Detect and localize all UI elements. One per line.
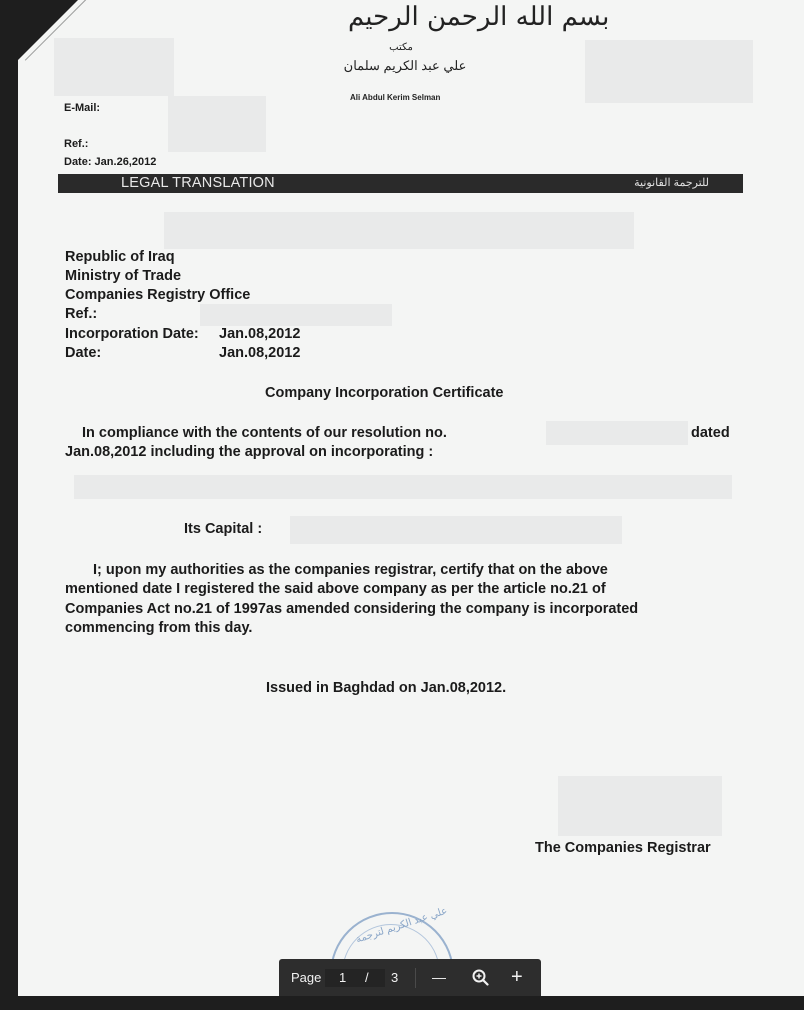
redacted-block [585, 40, 753, 103]
magnifier-icon [471, 959, 489, 996]
issuer-country: Republic of Iraq [65, 249, 175, 265]
issuer-ref-label: Ref.: [65, 306, 98, 322]
certify-line-3: Companies Act no.21 of 1997as amended considering the company is incorporated [65, 601, 639, 617]
capital-label: Its Capital : [184, 521, 263, 537]
issuer-office: Companies Registry Office [65, 287, 251, 303]
page-label: Page [291, 970, 322, 985]
stamp-text: علي عبد الكريم لترجمة [354, 905, 449, 946]
certify-line-2: mentioned date I registered the said above company as per the article no.21 of [65, 581, 606, 597]
redacted-block [546, 421, 688, 445]
certify-line-1: I; upon my authorities as the companies registrar, certify that on the above [93, 562, 608, 578]
total-pages: 3 [391, 970, 399, 985]
certificate-title: Company Incorporation Certificate [265, 385, 504, 401]
issued-line: Issued in Baghdad on Jan.08,2012. [266, 680, 507, 696]
redacted-block [290, 516, 622, 544]
date-label: Date: [65, 345, 102, 361]
incorporation-date-label: Incorporation Date: [65, 326, 199, 342]
toolbar-divider [415, 968, 416, 988]
banner-title: LEGAL TRANSLATION [121, 175, 275, 191]
resolution-line-2: Jan.08,2012 including the approval on incorporating : [65, 444, 434, 460]
redacted-block [200, 304, 392, 326]
issuer-ministry: Ministry of Trade [65, 268, 182, 284]
redacted-block [168, 96, 266, 152]
zoom-in-button[interactable]: + [511, 966, 523, 988]
banner-title-arabic: للترجمة القانونية [634, 177, 709, 189]
office-name-arabic: علي عبد الكريم سلمان [343, 58, 467, 73]
ref-label: Ref.: [64, 138, 89, 150]
current-page[interactable]: 1 [339, 970, 347, 985]
office-name-latin: Ali Abdul Kerim Selman [350, 93, 441, 102]
legal-translation-banner [58, 174, 743, 193]
zoom-fit-button[interactable] [471, 959, 489, 1010]
resolution-dated: dated [691, 425, 730, 441]
signatory-title: The Companies Registrar [535, 840, 711, 856]
redacted-block [164, 212, 634, 249]
zoom-out-button[interactable]: — [432, 969, 446, 985]
email-label: E-Mail: [64, 102, 101, 114]
redacted-block [54, 38, 174, 96]
date-line: Date: Jan.26,2012 [64, 156, 157, 168]
date-value: Jan.08,2012 [219, 345, 301, 361]
redacted-block [74, 475, 732, 499]
page-separator: / [365, 970, 369, 985]
resolution-line-1: In compliance with the contents of our resolution no. [82, 425, 447, 441]
office-label-arabic: مكتب [389, 42, 413, 53]
document-page [18, 0, 804, 996]
pdf-viewer-toolbar [279, 959, 541, 996]
page-number-input[interactable] [325, 969, 385, 987]
certify-line-4: commencing from this day. [65, 620, 253, 636]
incorporation-date-value: Jan.08,2012 [219, 326, 301, 342]
bismillah-calligraphy: بسم الله الرحمن الرحيم [348, 2, 610, 32]
redacted-signature [558, 776, 722, 836]
